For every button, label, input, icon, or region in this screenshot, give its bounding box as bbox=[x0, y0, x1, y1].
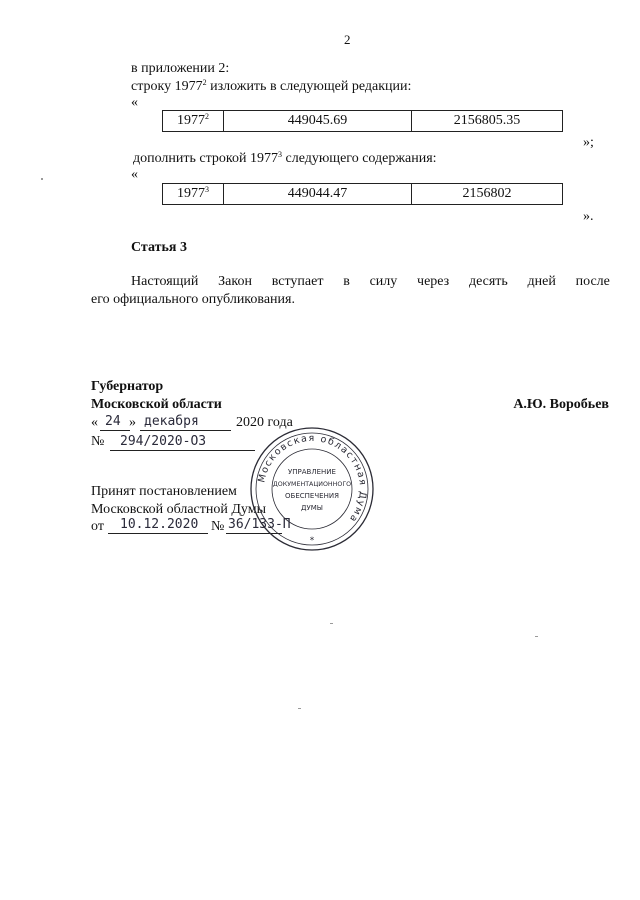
word: после bbox=[575, 274, 610, 289]
y-cell: 2156805.35 bbox=[412, 111, 563, 132]
y-cell: 2156802 bbox=[412, 184, 563, 205]
date-close-quote: » bbox=[129, 415, 136, 430]
open-quote-2: « bbox=[131, 167, 138, 182]
law-number-underline bbox=[110, 450, 255, 451]
date-day-underline bbox=[100, 430, 130, 431]
date-month: декабря bbox=[144, 414, 199, 429]
word: вступает bbox=[271, 274, 324, 289]
adoption-from-label: от bbox=[91, 519, 104, 534]
word: силу bbox=[369, 274, 398, 289]
x-cell: 449045.69 bbox=[224, 111, 412, 132]
law-number-label: № bbox=[91, 434, 105, 449]
open-quote: « bbox=[131, 95, 138, 110]
table-row bbox=[163, 184, 563, 205]
close-quote: »; bbox=[583, 135, 594, 150]
adoption-date-value: 10.12.2020 bbox=[120, 517, 199, 532]
date-year: 2020 года bbox=[236, 415, 293, 430]
official-stamp bbox=[249, 426, 375, 552]
adoption-date-underline bbox=[108, 533, 208, 534]
signatory-name: А.Ю. Воробьев bbox=[513, 397, 609, 412]
adoption-line1: Принят постановлением bbox=[91, 484, 237, 499]
scan-speck bbox=[41, 178, 43, 180]
date-day: 24 bbox=[105, 414, 121, 429]
add-line: дополнить строкой 1977$^3$ следующего содержания: bbox=[133, 150, 437, 166]
coordinates-table-2 bbox=[162, 183, 563, 205]
word: Закон bbox=[218, 274, 252, 289]
adoption-number-label: № bbox=[211, 519, 225, 534]
stamp-graphic bbox=[249, 426, 375, 552]
scan-speck bbox=[298, 708, 301, 709]
appendix-line: в приложении 2: bbox=[131, 61, 230, 76]
x-cell: 449044.47 bbox=[224, 184, 412, 205]
article-heading: Статья 3 bbox=[131, 240, 187, 255]
stamp-line-4: ДУМЫ bbox=[301, 504, 323, 512]
word: в bbox=[343, 274, 350, 289]
coordinates-table-1 bbox=[162, 110, 563, 132]
word: через bbox=[417, 274, 450, 289]
date-open-quote: « bbox=[91, 415, 98, 430]
close-quote-2: ». bbox=[583, 209, 594, 224]
signatory-title-2: Московской области bbox=[91, 397, 222, 412]
scan-speck bbox=[330, 623, 333, 624]
page-number: 2 bbox=[344, 32, 351, 47]
article-text-line1 bbox=[131, 274, 610, 290]
signatory-title-1: Губернатор bbox=[91, 379, 164, 394]
date-month-underline bbox=[140, 430, 231, 431]
adoption-number-value: 36/133-П bbox=[228, 517, 291, 532]
stamp-line-1: УПРАВЛЕНИЕ bbox=[288, 468, 336, 476]
adoption-line2: Московской областной Думы bbox=[91, 502, 266, 517]
edit-line: строку 1977$^2$ изложить в следующей редакции: bbox=[131, 78, 412, 94]
stamp-line-2: ДОКУМЕНТАЦИОННОГО bbox=[272, 481, 352, 488]
stamp-line-3: ОБЕСПЕЧЕНИЯ bbox=[285, 492, 339, 500]
table-row bbox=[163, 111, 563, 132]
stamp-ring-text: Московская областная Дума bbox=[256, 432, 369, 525]
word: дней bbox=[527, 274, 556, 289]
word: десять bbox=[468, 274, 508, 289]
point-cell: 1977$^3$ bbox=[163, 184, 224, 205]
law-number-value: 294/2020-ОЗ bbox=[120, 434, 207, 449]
word: Настоящий bbox=[131, 274, 199, 289]
stamp-star: * bbox=[309, 536, 315, 546]
scan-speck bbox=[535, 636, 538, 637]
article-text-line2: его официального опубликования. bbox=[91, 292, 295, 307]
point-cell: 1977$^2$ bbox=[163, 111, 224, 132]
